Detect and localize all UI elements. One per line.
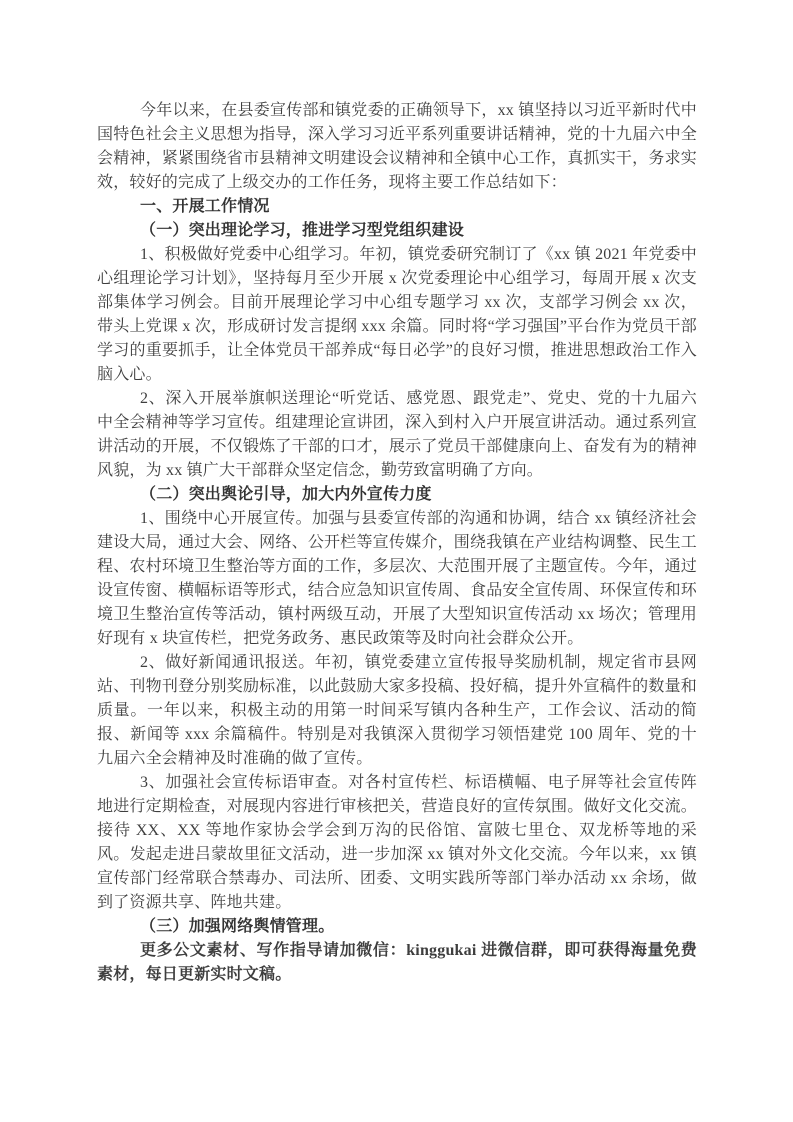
promo-footer-text: 更多公文素材、写作指导请加微信：kinggukai 进微信群，即可获得海量免费素材，每日更新实时文稿。 (97, 942, 697, 983)
heading-sub-1-3: （三）加强网络舆情管理。 (140, 918, 335, 935)
para-2-3-slogan-review: 3、加强社会宣传标语审查。对各村宣传栏、标语横幅、电子屏等社会宣传阵地进行定期检查，对展现内容进行审核把关，营造良好的宣传氛围。做好文化交流。接待 XX、XX 等地作家协会学会到万沟的民俗馆、富陂七里仓、双龙桥等地的采风。发起走进吕蒙故里征文活动，进一步加深 xx 镇对外文化交流。今年以来，xx 镇宣传部门经常联合禁毒办、司法所、团委、文明实践所等部门举办活动 xx 余场，做到了资源共享、阵地共建。 (97, 774, 697, 911)
heading-section-1: 一、开展工作情况 (140, 198, 270, 215)
heading-sub-1-1: （一）突出理论学习，推进学习型党组织建设 (140, 222, 465, 239)
para-2-1-publicity: 1、围绕中心开展宣传。加强与县委宣传部的沟通和协调，结合 xx 镇经济社会建设大局，通过大会、网络、公开栏等宣传媒介，围绕我镇在产业结构调整、民生工程、农村环境卫生整治等方面的工作，多层次、大范围开展了主题宣传。今年，通过设宣传窗、横幅标语等形式，结合应急知识宣传周、食品安全宣传周、环保宣传和环境卫生整治宣传等活动，镇村两级互动，开展了大型知识宣传活动 xx 场次；管理用好现有 x 块宣传栏，把党务政务、惠民政策等及时向社会群众公开。 (97, 510, 697, 647)
para-1-2-theory-lectures: 2、深入开展举旗帜送理论“听党话、感党恩、跟党走”、党史、党的十九届六中全会精神等学习宣传。组建理论宣讲团，深入到村入户开展宣讲活动。通过系列宣讲活动的开展，不仅锻炼了干部的口才，展示了党员干部健康向上、奋发有为的精神风貌，为 xx 镇广大干部群众坚定信念，勤劳致富明确了方向。 (97, 390, 697, 479)
para-1-1-theory-study: 1、积极做好党委中心组学习。年初，镇党委研究制订了《xx 镇 2021 年党委中心组理论学习计划》，坚持每月至少开展 x 次党委理论中心组学习，每周开展 x 次支部集体学习例会。目前开展理论学习中心组专题学习 xx 次，支部学习例会 xx 次，带头上党课 x 次，形成研讨发言提纲 xxx 余篇。同时将“学习强国”平台作为党员干部学习的重要抓手，让全体党员干部养成“每日必学”的良好习惯，推进思想政治工作入脑入心。 (97, 246, 697, 383)
document-body (97, 99, 697, 987)
para-intro: 今年以来，在县委宣传部和镇党委的正确领导下，xx 镇坚持以习近平新时代中国特色社会主义思想为指导，深入学习习近平系列重要讲话精神，党的十九届六中全会精神，紧紧围绕省市县精神文明建设会议精神和全镇中心工作，真抓实干，务求实效，较好的完成了上级交办的工作任务，现将主要工作总结如下： (97, 102, 697, 191)
para-2-2-news-reporting: 2、做好新闻通讯报送。年初，镇党委建立宣传报导奖励机制，规定省市县网站、刊物刊登分别奖励标准，以此鼓励大家多投稿、投好稿，提升外宣稿件的数量和质量。一年以来，积极主动的用第一时间采写镇内各种生产，工作会议、活动的简报、新闻等 xxx 余篇稿件。特别是对我镇深入贯彻学习领悟建党 100 周年、党的十九届六全会精神及时准确的做了宣传。 (97, 654, 697, 767)
heading-sub-1-2: （二）突出舆论引导，加大内外宣传力度 (140, 486, 432, 503)
